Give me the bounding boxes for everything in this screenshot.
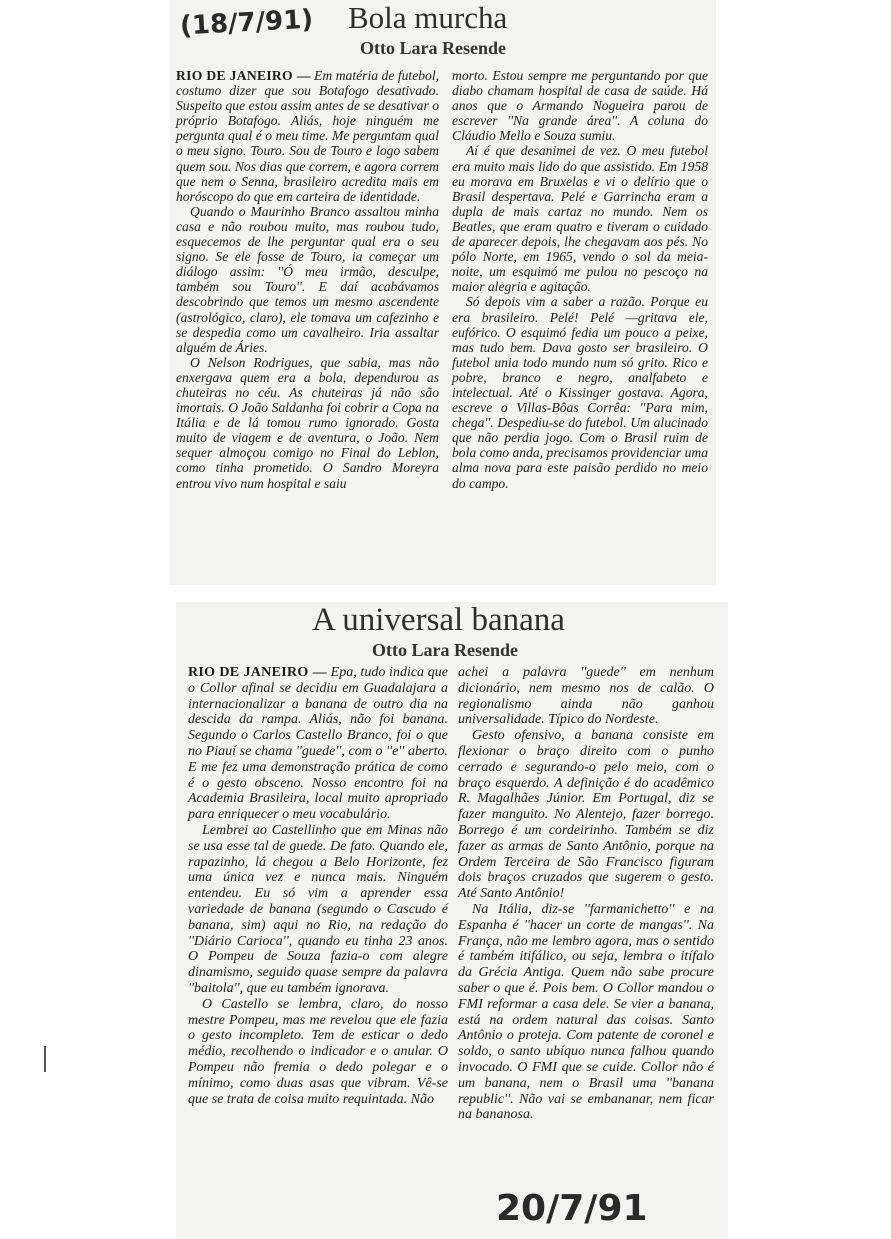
- margin-mark: [44, 1046, 46, 1072]
- handwritten-date-bottom: 20/7/91: [496, 1188, 648, 1229]
- paragraph: Só depois vim a saber a razão. Porque eu era brasileiro. Pelé! Pelé —gritava ele, eufórico. O esquimó fedia um pouco a peixe, mas tudo bem. Dava gosto ser brasileiro. O futebol unia todo mundo num só grito. Rico e pobre, branco e negro, analfabeto e intelectual. Até o Kissinger gostava. Agora, escreve o Villas-Bôas Corrêa: ''Para mim, chega''. Despediu-se do futebol. Um alucinado que não perdia jogo. Com o Brasil ruim de bola como anda, precisamos providenciar uma alma nova para este paisão perdido no meio do campo.: [452, 294, 708, 491]
- article-title: A universal banana: [312, 602, 565, 638]
- dateline: RIO DE JANEIRO —: [188, 665, 327, 680]
- article-column-right: [452, 68, 708, 491]
- article-byline: Otto Lara Resende: [372, 640, 518, 660]
- article-byline: Otto Lara Resende: [360, 38, 506, 58]
- paragraph: Lembrei ao Castellinho que em Minas não se usa esse tal de guede. De fato. Quando ele, rapazinho, lá chegou a Belo Horizonte, fez uma única vez e nunca mais. Ninguém entendeu. Eu só vim a aprender essa variedade de banana (segundo o Cascudo é banana, sim) aqui no Rio, na redação do ''Diário Carioca'', quando eu tinha 23 anos. O Pompeu de Souza fazia-o com alegre dinamismo, seguido quase sempre da palavra ''baitola'', que eu também ignorava.: [188, 822, 448, 996]
- paragraph: morto. Estou sempre me perguntando por que diabo chamam hospital de casa de saúde. Há anos que o Armando Nogueira parou de escrever ''Na grande área''. A coluna do Cláudio Mello e Souza sumiu.: [452, 68, 708, 144]
- paragraph: Gesto ofensivo, a banana consiste em flexionar o braço direito com o punho cerrado e segurando-o pelo meio, com o braço esquerdo. A definição é do acadêmico R. Magalhães Júnior. Em Portugal, diz se fazer manguito. No Alentejo, fazer borrego. Borrego é um cordeirinho. Também se diz fazer as armas de Santo Antônio, porque na Ordem Terceira de São Francisco figuram dois braços cruzados que sugerem o gesto. Até Santo Antônio!: [458, 728, 714, 902]
- handwritten-date-top: (18/7/91): [179, 4, 314, 42]
- paragraph: Na Itália, diz-se ''farmanichetto'' e na Espanha é ''hacer un corte de mangas''. Na França, não me lembro agora, mas o sentido é também itifálico, ou seja, lembra o itífalo da Grécia Antiga. Quem não sabe procure saber o que é. Pois bem. O Collor mandou o FMI reformar a casa dele. Se vier a banana, está na ordem natural das coisas. Santo Antônio o proteja. Com patente de coronel e soldo, o santo ubíquo nunca falhou quando invocado. O FMI que se cuide. Collor não é um banana, nem o Brasil uma ''banana republic''. Não vai se embananar, nem ficar na bananosa.: [458, 901, 714, 1123]
- paragraph: RIO DE JANEIRO — Em matéria de futebol, costumo dizer que sou Botafogo desativado. Suspeito que estou assim antes de se desativar o próprio Botafogo. Aliás, hoje ninguém me pergunta qual é o meu time. Me perguntam qual o meu signo. Touro. Sou de Touro e logo sabem quem sou. Nos dias que correm, e agora correm que nem o Senna, brasileiro acredita mais em horóscopo do que em carteira de identidade.: [176, 68, 439, 204]
- paragraph: O Castello se lembra, claro, do nosso mestre Pompeu, mas me revelou que ele fazia o gesto incompleto. Tem de esticar o dedo médio, recolhendo o indicador e o anular. O Pompeu não fremia o dedo polegar e o mínimo, como duas asas que vibram. Vê-se que se trata de coisa muito requintada. Não: [188, 996, 448, 1107]
- paragraph: RIO DE JANEIRO — Epa, tudo indica que o Collor afinal se decidiu em Guadalajara a internacionalizar a banana de outro dia na descida da rampa. Aliás, não foi banana. Segundo o Carlos Castello Branco, foi o que no Piauí se chama ''guede'', com o ''e'' aberto. E me fez uma demonstração prática de como é o gesto obsceno. Nosso encontro foi na Academia Brasileira, local muito apropriado para enriquecer o meu vocabulário.: [188, 665, 448, 823]
- paragraph: O Nelson Rodrigues, que sabia, mas não enxergava quem era a bola, dependurou as chuteiras no céu. As chuteiras já não são imortais. O João Saldanha foi cobrir a Copa na Itália e de lá tomou rumo ignorado. Gosta muito de viagem e de aventura, o João. Nem sequer almoçou comigo no Final do Leblon, como tinha prometido. O Sandro Moreyra entrou vivo num hospital e saiu: [176, 354, 439, 491]
- article-column-right: [458, 665, 714, 1123]
- paragraph: Quando o Maurinho Branco assaltou minha casa e não roubou muito, mas roubou tudo, esquecemos de lhe perguntar qual era o seu signo. Se ele fosse de Touro, ia começar um diálogo assim: ''Ó meu irmão, desculpe, também sou Touro''. E daí acabávamos descobrindo que temos um mesmo ascendente (astrológico, claro), ele tomava um cafezinho e se despedia como um cavalheiro. Iria assaltar alguém de Áries.: [176, 203, 439, 355]
- article-title: Bola murcha: [348, 0, 508, 35]
- dateline: RIO DE JANEIRO —: [176, 68, 311, 83]
- paragraph: Aí é que desanimei de vez. O meu futebol era muito mais lido do que assistido. Em 1958 eu morava em Bruxelas e vi o delírio que o Brasil despertava. Pelé e Garrincha eram a dupla de mais cartaz no mundo. Nem os Beatles, que eram quatro e tiveram o cuidado de aparecer depois, lhe chegavam aos pés. No pólo Norte, em 1965, vendo o sol da meia-noite, um esquimó me pulou no pescoço na maior alegria e agitação.: [452, 143, 708, 295]
- article-column-left: [188, 665, 448, 1107]
- paragraph: achei a palavra ''guede'' em nenhum dicionário, nem mesmo nos de calão. O regionalismo ainda não ganhou universalidade. Típico do Nordeste.: [458, 665, 714, 728]
- article-column-left: [176, 68, 439, 491]
- clipping-bola-murcha: [170, 0, 716, 585]
- clipping-a-universal-banana: [176, 602, 728, 1239]
